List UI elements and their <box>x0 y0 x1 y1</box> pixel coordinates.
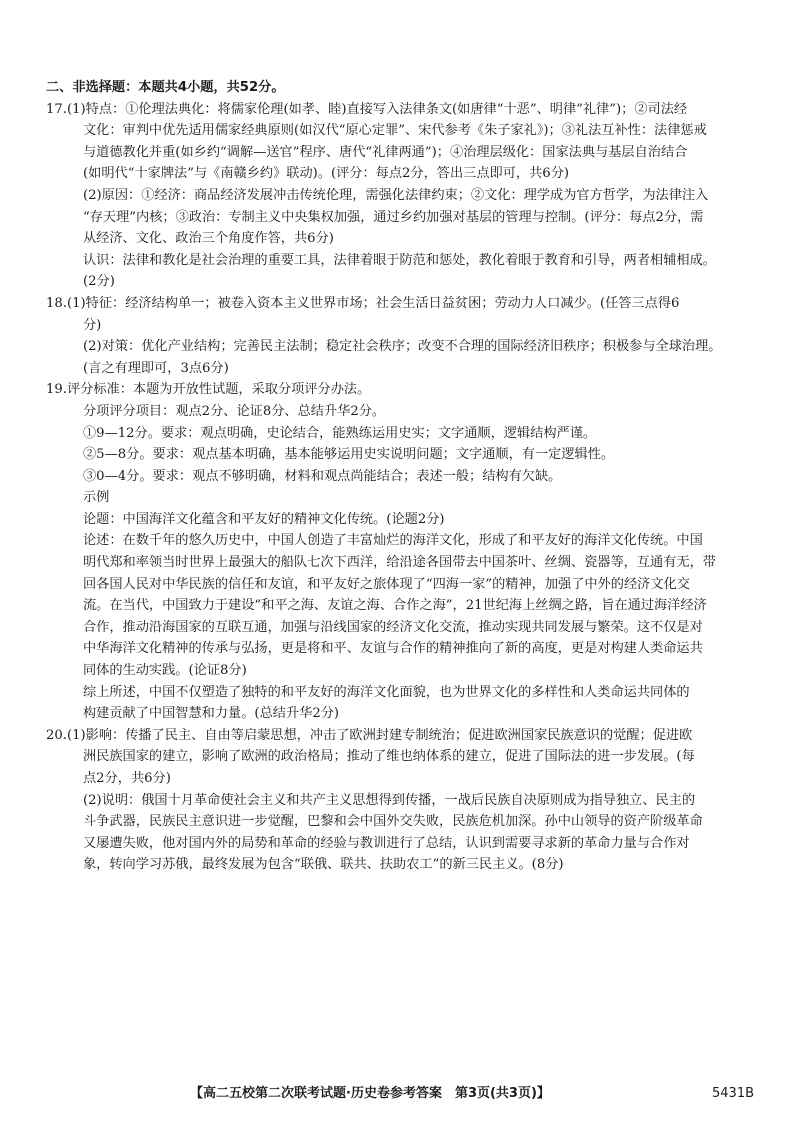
q19-line: ②5—8分。要求：观点基本明确，基本能够运用史实说明问题；文字通顺，有一定逻辑性。 <box>83 447 615 463</box>
q19-line: 同体的生动实践。(论证8分) <box>83 663 247 679</box>
q19-line: 综上所述，中国不仅塑造了独特的和平友好的海洋文化面貌，也为世界文化的多样性和人类命运共同体的 <box>83 684 690 700</box>
answer-content <box>46 77 758 876</box>
q17-line: “存天理”内核；③政治：专制主义中央集权加强，通过乡约加强对基层的管理与控制。(评分：每点2分，需 <box>83 209 704 225</box>
q19-line: 分项评分项目：观点2分、论证8分、总结升华2分。 <box>83 403 386 419</box>
q18-line: 分) <box>83 317 102 333</box>
question-18 <box>46 293 758 379</box>
question-19 <box>46 379 758 725</box>
q17-line: (2分) <box>83 274 115 290</box>
q20-line: 点2分，共6分) <box>83 771 171 786</box>
footer-code: 5431B <box>712 1086 755 1101</box>
q19-line: 回各国人民对中华民族的信任和友谊，和平友好之旅体现了“四海一家”的精神，加强了中外的经济文化交 <box>83 576 690 592</box>
q19-line: 明代郑和率领当时世界上最强大的船队七次下西洋，给沿途各国带去中国茶叶、丝绸、瓷器等，互通有无，带 <box>83 555 716 571</box>
q17-line: 从经济、文化、政治三个角度作答，共6分) <box>83 231 334 247</box>
section-header: 二、非选择题：本题共4小题，共52分。 <box>46 80 285 95</box>
q19-line: 合作，推动沿海国家的互联互通，加强与沿线国家的经济文化交流，推动实现共同发展与繁荣。这不仅是对 <box>83 619 703 635</box>
q20-line: 又屡遭失败，他对国内外的局势和革命的经验与教训进行了总结，认识到需要寻求新的革命力量与合作对 <box>83 835 690 851</box>
question-20 <box>46 725 758 876</box>
q18-line: (言之有理即可，3点6分) <box>83 360 229 376</box>
q18-line: (2)对策：优化产业结构；完善民主法制；稳定社会秩序；改变不合理的国际经济旧秩序；积极参与全球治理。 <box>83 339 722 355</box>
q19-line: 19.评分标准：本题为开放性试题，采取分项评分办法。 <box>46 382 371 398</box>
q18-line: 18.(1)特征：经济结构单一；被卷入资本主义世界市场；社会生活日益贫困；劳动力人口减少。(任答三点得6 <box>46 295 680 311</box>
q17-line: 文化：审判中优先适用儒家经典原则(如汉代“原心定罪”、宋代参考《朱子家礼》)；③礼法互补性：法律惩戒 <box>83 123 707 139</box>
q19-line: 论题：中国海洋文化蕴含和平友好的精神文化传统。(论题2分) <box>83 511 445 527</box>
q19-line: 示例 <box>83 490 110 506</box>
q20-line: 斗争武器，民族民主意识进一步觉醒，巴黎和会中国外交失败，民族危机加深。孙中山领导的资产阶级革命 <box>83 814 703 830</box>
q20-line: (2)说明：俄国十月革命使社会主义和共产主义思想得到传播，一战后民族自决原则成为指导独立、民主的 <box>83 792 696 808</box>
q19-line: 中华海洋文化精神的传承与弘扬，更是将和平、友谊与合作的精神推向了新的高度，更是对构建人类命运共 <box>83 641 703 657</box>
q19-line: ③0—4分。要求：观点不够明确，材料和观点尚能结合；表述一般；结构有欠缺。 <box>83 468 562 484</box>
footer-title: 【高二五校第二次联考试题·历史卷参考答案 第3页(共3页)】 <box>190 1086 550 1101</box>
q19-line: 论述：在数千年的悠久历史中，中国人创造了丰富灿烂的海洋文化，形成了和平友好的海洋文化传统。中国 <box>83 533 703 549</box>
q17-line: (如明代“十家牌法”与《南赣乡约》联动)。(评分：每点2分，答出三点即可，共6分) <box>83 166 570 182</box>
q20-line: 象，转向学习苏俄，最终发展为包含“联俄、联共、扶助农工”的新三民主义。(8分) <box>83 857 564 873</box>
q17-line: 17.(1)特点：①伦理法典化：将儒家伦理(如孝、睦)直接写入法律条文(如唐律“十恶”、明律“礼律”)；②司法经 <box>46 101 688 117</box>
page-footer <box>0 1083 800 1105</box>
q17-line: 认识：法律和教化是社会治理的重要工具，法律着眼于防范和惩处，教化着眼于教育和引导，两者相辅相成。 <box>83 252 716 268</box>
question-17 <box>46 99 758 293</box>
q19-line: 流。在当代，中国致力于建设“和平之海、友谊之海、合作之海”，21世纪海上丝绸之路，旨在通过海洋经济 <box>83 598 707 614</box>
q20-line: 洲民族国家的建立，影响了欧洲的政治格局；推动了维也纳体系的建立，促进了国际法的进一步发展。(每 <box>83 749 695 765</box>
q19-line: ①9—12分。要求：观点明确，史论结合，能熟练运用史实；文字通顺，逻辑结构严谨。 <box>83 425 597 441</box>
q17-line: 与道德教化并重(如乡约“调解—送官”程序、唐代“礼律两通”)；④治理层级化：国家法典与基层自治结合 <box>83 144 688 160</box>
q17-line: (2)原因：①经济：商品经济发展冲击传统伦理，需强化法律约束；②文化：理学成为官方哲学，为法律注入 <box>83 187 709 203</box>
q19-line: 构建贡献了中国智慧和力量。(总结升华2分) <box>83 706 340 722</box>
q20-line: 20.(1)影响：传播了民主、自由等启蒙思想，冲击了欧洲封建专制统治；促进欧洲国家民族意识的觉醒；促进欧 <box>46 727 693 743</box>
